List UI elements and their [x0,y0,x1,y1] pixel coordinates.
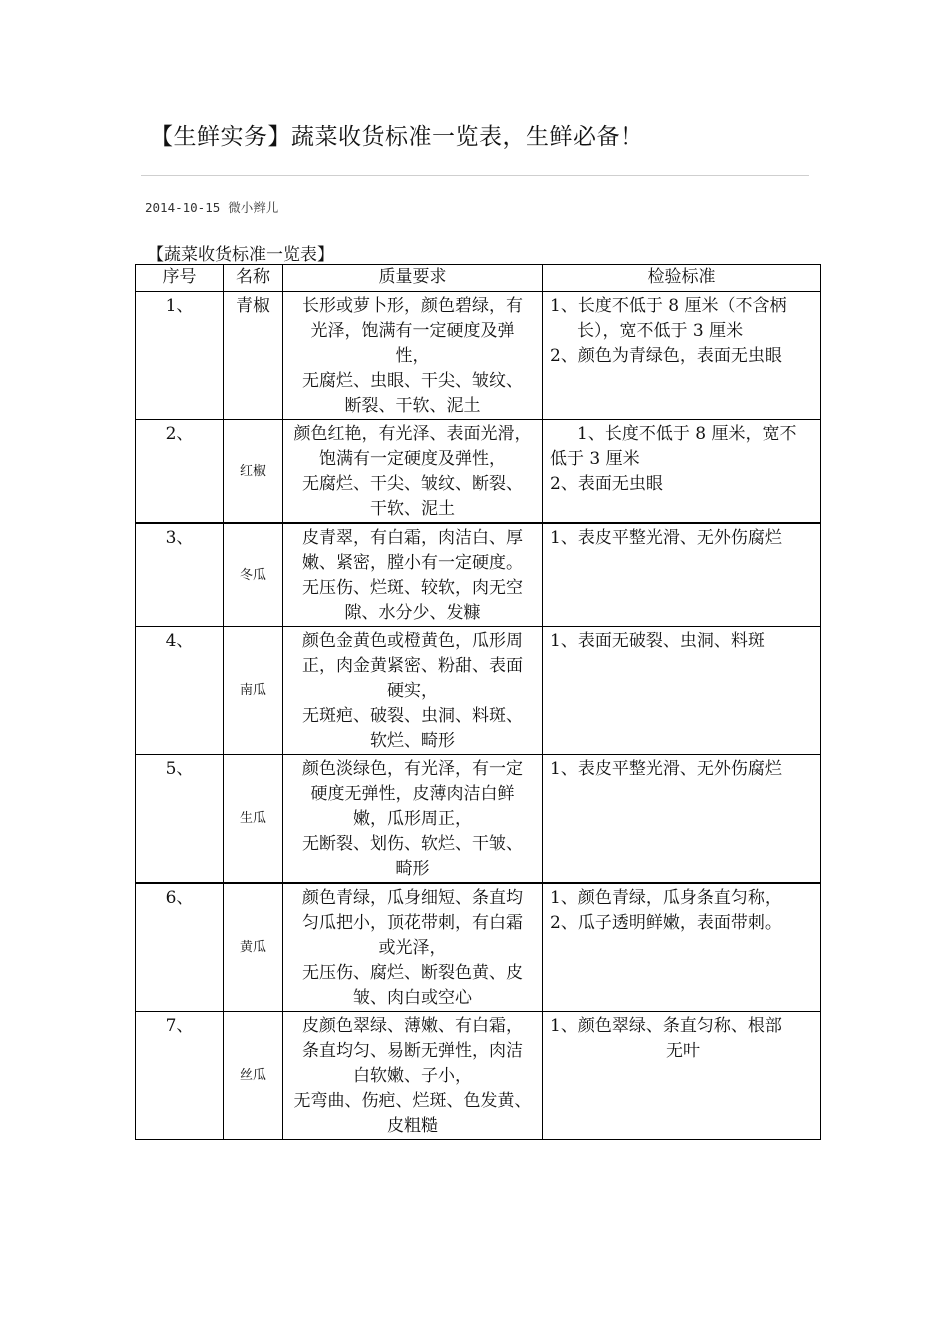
quality-line: 白软嫩、子小， [353,1066,472,1086]
standard-line: 1、颜色青绿，瓜身条直匀称， [550,888,782,908]
quality-line: 光泽，饱满有一定硬度及弹 [310,321,515,341]
row-num: 7、 [136,1012,224,1140]
quality-line: 硬实， [387,681,438,701]
row-name: 南瓜 [224,627,283,755]
article-author[interactable]: 微小辫儿 [228,200,279,215]
table-row [136,755,821,884]
header-quality: 质量要求 [283,265,543,292]
standard-line: 1、长度不低于 8 厘米（不含柄 [550,296,787,316]
quality-line: 断裂、干软、泥土 [344,396,481,416]
row-name: 青椒 [224,292,283,420]
row-quality [283,1012,543,1140]
quality-line: 正，肉金黄紧密、粉甜、表面 [302,656,523,676]
standard-line: 2、瓜子透明鲜嫩，表面带刺。 [550,913,782,933]
quality-line: 软烂、畸形 [370,731,455,751]
quality-line: 嫩，瓜形周正， [353,809,472,829]
quality-line: 干软、泥土 [370,499,455,519]
row-name: 冬瓜 [224,523,283,627]
article-title: 【生鲜实务】蔬菜收货标准一览表，生鲜必备！ [150,124,644,150]
quality-line: 颜色金黄色或橙黄色，瓜形周 [302,631,523,651]
quality-line: 无腐烂、虫眼、干尖、皱纹、 [302,371,523,391]
row-num: 2、 [136,420,224,524]
quality-line: 隙、水分少、发糠 [344,603,481,623]
row-quality [283,292,543,420]
row-num: 5、 [136,755,224,884]
row-quality [283,755,543,884]
row-quality [283,883,543,1012]
standard-line: 1、表皮平整光滑、无外伤腐烂 [550,528,782,548]
standard-line: 无叶 [666,1041,700,1061]
quality-line: 畸形 [395,859,430,879]
standard-line: 2、表面无虫眼 [550,474,663,494]
standard-line: 2、颜色为青绿色，表面无虫眼 [550,346,782,366]
title-divider [141,175,809,176]
quality-line: 皮粗糙 [387,1116,438,1136]
row-name: 红椒 [224,420,283,524]
table-header-row [136,265,821,292]
row-standard [543,523,821,627]
quality-line: 饱满有一定硬度及弹性， [319,449,506,469]
row-name: 生瓜 [224,755,283,884]
quality-line: 条直均匀、易断无弹性，肉洁 [302,1041,523,1061]
row-standard [543,1012,821,1140]
table-row [136,292,821,420]
quality-line: 性， [395,346,430,366]
standard-line: 长），宽不低于 3 厘米 [577,321,744,341]
quality-line: 无压伤、腐烂、断裂色黄、皮 [302,963,523,983]
quality-line: 皮颜色翠绿、薄嫩、有白霜， [302,1016,523,1036]
table-row [136,1012,821,1140]
quality-line: 皮青翠，有白霜，肉洁白、厚 [302,528,523,548]
row-num: 4、 [136,627,224,755]
quality-line: 无腐烂、干尖、皱纹、断裂、 [302,474,523,494]
quality-line: 皱、肉白或空心 [353,988,472,1008]
table-row [136,627,821,755]
quality-line: 嫩、紧密，膛小有一定硬度。 [302,553,523,573]
row-num: 1、 [136,292,224,420]
row-standard [543,755,821,884]
vegetable-standards-table [135,264,821,1140]
header-name: 名称 [224,265,283,292]
quality-line: 无斑疤、破裂、虫洞、料斑、 [302,706,523,726]
quality-line: 颜色红艳，有光泽、表面光滑， [293,424,532,444]
standard-line: 1、表皮平整光滑、无外伤腐烂 [550,759,782,779]
row-name: 丝瓜 [224,1012,283,1140]
quality-line: 无断裂、划伤、软烂、干皱、 [302,834,523,854]
quality-line: 硬度无弹性，皮薄肉洁白鲜 [310,784,515,804]
header-standard: 检验标准 [543,265,821,292]
table-row [136,523,821,627]
quality-line: 或光泽， [378,938,447,958]
row-quality [283,523,543,627]
table-row [136,420,821,524]
row-quality [283,420,543,524]
table-caption: 【蔬菜收货标准一览表】 [147,245,334,265]
quality-line: 无压伤、烂斑、较软，肉无空 [302,578,523,598]
table-row [136,883,821,1012]
standard-line: 1、颜色翠绿、条直匀称、根部 [550,1016,782,1036]
header-num: 序号 [136,265,224,292]
row-standard [543,292,821,420]
quality-line: 颜色青绿，瓜身细短、条直均 [302,888,523,908]
quality-line: 长形或萝卜形，颜色碧绿，有 [302,296,523,316]
standard-line: 低于 3 厘米 [550,449,640,469]
quality-line: 颜色淡绿色，有光泽，有一定 [302,759,523,779]
quality-line: 匀瓜把小，顶花带刺，有白霜 [302,913,523,933]
row-standard [543,420,821,524]
row-standard [543,627,821,755]
row-quality [283,627,543,755]
quality-line: 无弯曲、伤疤、烂斑、色发黄、 [293,1091,532,1111]
article-meta [145,198,278,216]
row-num: 3、 [136,523,224,627]
row-standard [543,883,821,1012]
standard-line: 1、长度不低于 8 厘米，宽不 [577,424,797,444]
row-num: 6、 [136,883,224,1012]
standard-line: 1、表面无破裂、虫洞、料斑 [550,631,765,651]
row-name: 黄瓜 [224,883,283,1012]
article-date: 2014-10-15 [145,200,221,215]
